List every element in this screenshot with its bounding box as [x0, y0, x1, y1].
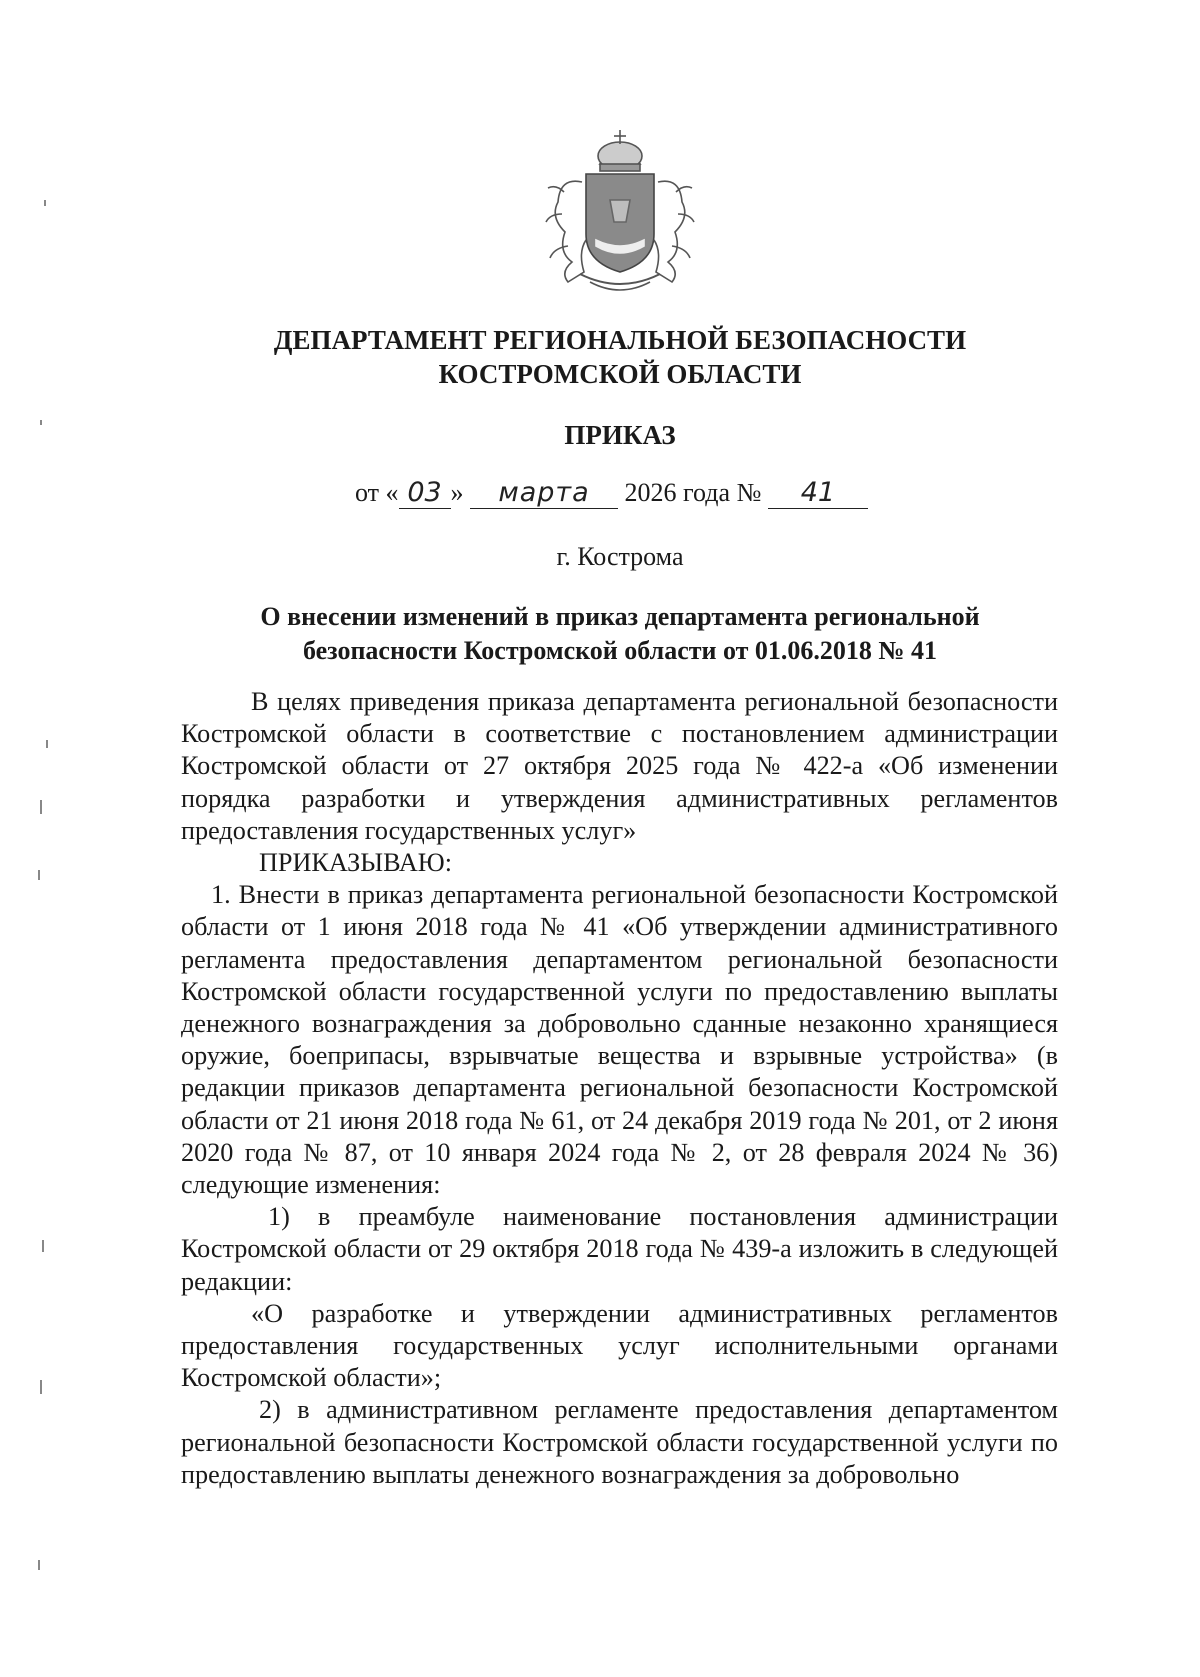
scan-artifact: [46, 740, 48, 748]
subitem-2-paragraph: 2) в административном регламенте предоставления департаментом региональной безопасности Костромской области государственной услуги по предоставлению выплаты денежного вознаграждения за добровольно: [181, 1395, 1058, 1489]
scan-artifact: [40, 800, 42, 814]
date-prefix: от «: [355, 478, 399, 507]
order-word: ПРИКАЗЫВАЮ:: [259, 848, 452, 878]
department-name-line1: ДЕПАРТАМЕНТ РЕГИОНАЛЬНОЙ БЕЗОПАСНОСТИ: [273, 325, 967, 355]
order-body: [181, 686, 1058, 1491]
scan-artifact: [38, 1560, 40, 1570]
scan-artifact: [40, 1380, 42, 1394]
order-subject-line2: безопасности Костромской области от 01.06.2018 № 41: [302, 636, 938, 665]
handwritten-month: марта: [470, 478, 618, 509]
quoted-title-paragraph: «О разработке и утверждении административных регламентов предоставления государственных услуг исполнительными органами Костромской области»;: [181, 1298, 1058, 1393]
coat-of-arms-icon: [520, 122, 720, 297]
department-name: [180, 323, 1060, 391]
order-subject: [180, 600, 1060, 668]
scan-artifact: [40, 420, 42, 425]
scan-artifact: [44, 200, 46, 206]
subitem-1-paragraph: 1) в преамбуле наименование постановления администрации Костромской области от 29 октября 2018 года № 439-а изложить в следующей редакции:: [181, 1202, 1058, 1296]
city: г. Кострома: [556, 542, 684, 571]
department-name-line2: КОСТРОМСКОЙ ОБЛАСТИ: [438, 359, 802, 389]
date-day-close: »: [450, 478, 464, 507]
scan-artifact: [42, 1240, 44, 1252]
handwritten-day: 03: [399, 478, 451, 509]
order-subject-line1: О внесении изменений в приказ департамента региональной: [260, 602, 980, 631]
preamble-paragraph: В целях приведения приказа департамента региональной безопасности Костромской области в соответствие с постановлением администрации Костромской области от 27 октября 2025 года № 422-а «Об изменении порядка разработки и утверждения административных регламентов предоставления государственных услуг»: [181, 687, 1058, 845]
date-line: [355, 478, 868, 512]
document-type: ПРИКАЗ: [564, 420, 676, 450]
date-year: 2026 года №: [624, 478, 762, 507]
scan-artifact: [38, 870, 40, 880]
handwritten-number: 41: [768, 478, 868, 509]
item-1-paragraph: 1. Внести в приказ департамента региональной безопасности Костромской области от 1 июня 2018 года № 41 «Об утверждении административного регламента предоставления департаментом региональной безопасности Костромской области государственной услуги по предоставлению выплаты денежного вознаграждения за добровольно сданные незаконно хранящиеся оружие, боеприпасы, взрывчатые вещества и взрывные устройства» (в редакции приказов департамента региональной безопасности Костромской области от 21 июня 2018 года № 61, от 24 декабря 2019 года № 201, от 2 июня 2020 года № 87, от 10 января 2024 года № 2, от 28 февраля 2024 № 36) следующие изменения:: [181, 880, 1058, 1200]
